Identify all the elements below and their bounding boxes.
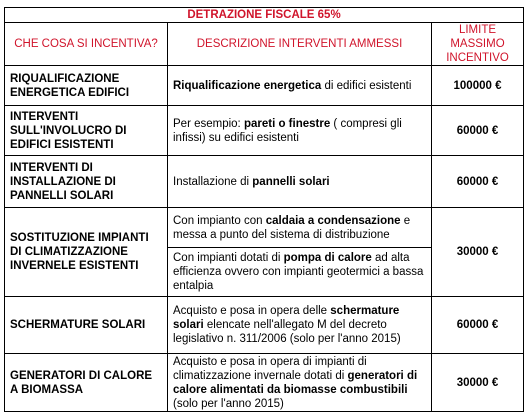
row-description xyxy=(168,106,432,156)
row-description xyxy=(168,297,432,354)
row-description-alt xyxy=(168,248,432,297)
row-limit: 30000 € xyxy=(432,208,524,297)
row-description xyxy=(168,66,432,106)
row-limit: 60000 € xyxy=(432,297,524,354)
table-row xyxy=(5,66,524,106)
row-description xyxy=(168,354,432,412)
row-description xyxy=(168,156,432,208)
desc-text: di edifici esistenti xyxy=(321,79,412,92)
desc-text: e messa a punto del sistema di distribuzione xyxy=(173,214,411,241)
row-description xyxy=(168,208,432,248)
desc-text: Con impianti dotati di xyxy=(173,252,284,264)
desc-bold-text: pompa di calore xyxy=(283,252,372,264)
table-row xyxy=(5,297,524,354)
header-category: CHE COSA SI INCENTIVA? xyxy=(5,23,168,66)
desc-bold-text: schermature solari xyxy=(173,305,400,331)
row-category: RIQUALIFICAZIONE ENERGETICA EDIFICI xyxy=(5,66,168,106)
desc-text: ( compresi gli infissi) su edifici esistenti xyxy=(173,117,402,144)
desc-bold-text: Riqualificazione energetica xyxy=(173,79,322,92)
incentive-table xyxy=(4,7,524,412)
desc-bold-text: pareti o finestre xyxy=(243,117,331,130)
desc-bold-text: caldaia a condensazione xyxy=(265,214,401,227)
row-category: SOSTITUZIONE IMPIANTI DI CLIMATIZZAZIONE INVERNELE ESISTENTI xyxy=(5,208,168,297)
desc-bold-text: pannelli solari xyxy=(252,175,330,188)
table-title: DETRAZIONE FISCALE 65% xyxy=(5,8,524,23)
row-limit: 60000 € xyxy=(432,106,524,156)
row-limit: 60000 € xyxy=(432,156,524,208)
header-row xyxy=(5,23,524,66)
desc-text: Acquisto e posa in opera delle xyxy=(173,305,331,317)
row-category: GENERATORI DI CALORE A BIOMASSA xyxy=(5,354,168,412)
header-description: DESCRIZIONE INTERVENTI AMMESSI xyxy=(168,23,432,66)
table-row xyxy=(5,354,524,412)
row-limit: 30000 € xyxy=(432,354,524,412)
desc-text: (solo per l'anno 2015) xyxy=(173,397,284,410)
desc-text: Installazione di xyxy=(173,175,253,188)
table-row xyxy=(5,106,524,156)
desc-text: Per esempio: xyxy=(173,117,244,130)
desc-text: Con impianto con xyxy=(173,214,266,227)
desc-text: ad alta efficienza ovvero con impianti geotermici a bassa entalpia xyxy=(173,252,424,292)
desc-text: elencate nell'allegato M del decreto legislativo n. 311/2006 (solo per l'anno 2015) xyxy=(173,319,401,345)
desc-text: Acquisto e posa in opera di impianti di climatizzazione invernale dotati di xyxy=(173,355,367,382)
table-row xyxy=(5,156,524,208)
header-limit: LIMITE MASSIMO INCENTIVO xyxy=(432,23,524,66)
table-row xyxy=(5,208,524,248)
row-category: SCHERMATURE SOLARI xyxy=(5,297,168,354)
desc-bold-text: generatori di calore alimentati da biomasse combustibili xyxy=(173,369,418,396)
row-category: INTERVENTI DI INSTALLAZIONE DI PANNELLI SOLARI xyxy=(5,156,168,208)
row-category: INTERVENTI SULL'INVOLUCRO DI EDIFICI ESISTENTI xyxy=(5,106,168,156)
title-row xyxy=(5,8,524,23)
row-limit: 100000 € xyxy=(432,66,524,106)
